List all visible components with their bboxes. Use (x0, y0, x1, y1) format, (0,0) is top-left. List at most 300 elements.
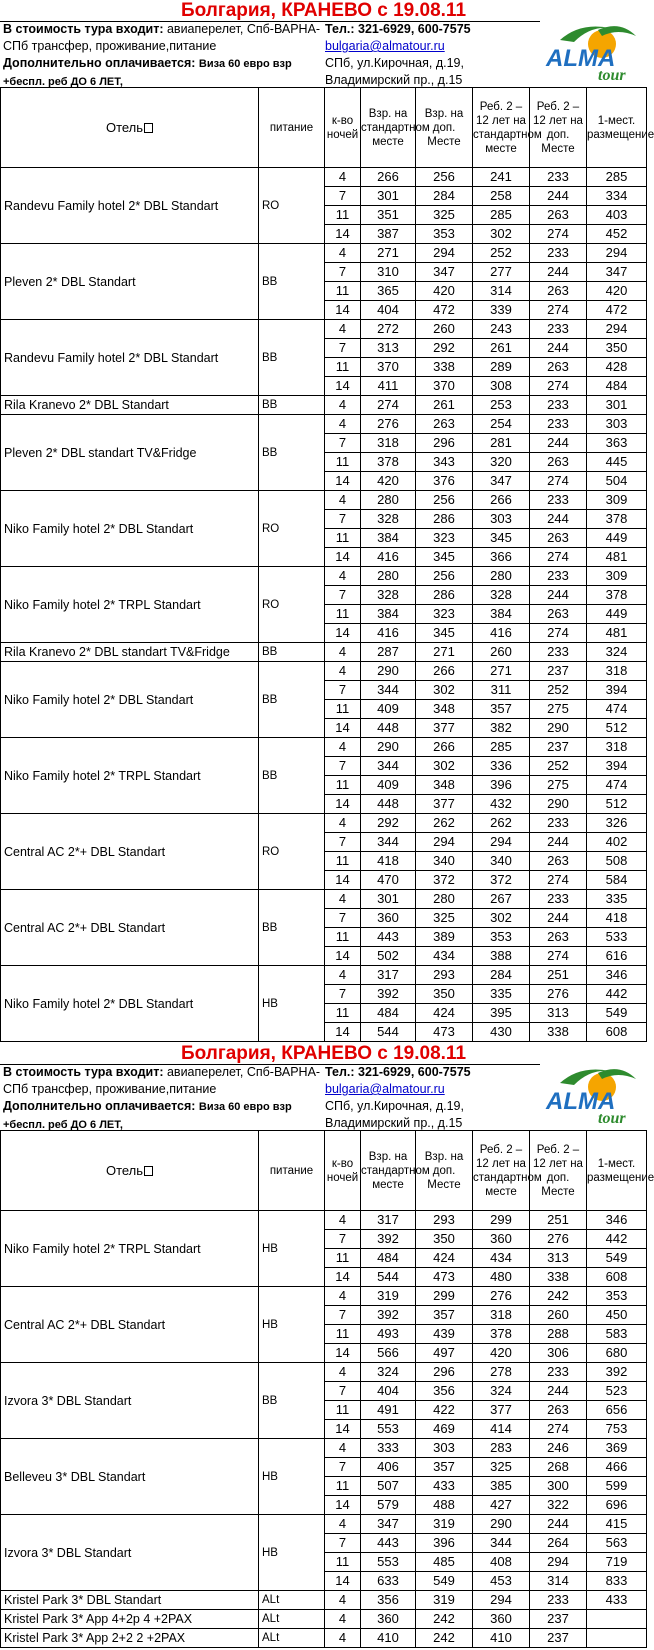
single-price: 484 (587, 377, 647, 396)
adult-extra-price: 323 (416, 529, 473, 548)
single-price: 563 (587, 1534, 647, 1553)
adult-extra-price: 262 (416, 814, 473, 833)
single-price: 392 (587, 1363, 647, 1382)
child-std-price: 324 (473, 1382, 530, 1401)
child-std-price: 243 (473, 320, 530, 339)
table-row (1, 320, 647, 339)
child-extra-price: 233 (530, 244, 587, 263)
child-std-price: 261 (473, 339, 530, 358)
child-std-price: 420 (473, 1344, 530, 1363)
single-price: 346 (587, 966, 647, 985)
single-price: 608 (587, 1023, 647, 1042)
nights: 7 (325, 586, 361, 605)
meal-plan: BB (259, 396, 325, 415)
child-extra-price: 252 (530, 757, 587, 776)
table-row (1, 1211, 647, 1230)
nights: 4 (325, 1363, 361, 1382)
child-extra-price: 244 (530, 263, 587, 282)
child-std-price: 254 (473, 415, 530, 434)
child-std-price: 427 (473, 1496, 530, 1515)
child-extra-price: 338 (530, 1023, 587, 1042)
meal-plan: ALt (259, 1629, 325, 1648)
adult-extra-price: 348 (416, 776, 473, 795)
meal-plan: BB (259, 662, 325, 738)
adult-extra-price: 263 (416, 415, 473, 434)
adult-std-price: 274 (361, 396, 416, 415)
child-std-price: 276 (473, 1287, 530, 1306)
nights: 7 (325, 1230, 361, 1249)
price-table (0, 87, 654, 1042)
child-extra-price: 268 (530, 1458, 587, 1477)
adult-std-price: 553 (361, 1420, 416, 1439)
nights: 4 (325, 1610, 361, 1629)
table-row (1, 1629, 647, 1648)
hotel-name: Izvora 3* DBL Standart (1, 1363, 259, 1439)
adult-extra-price: 319 (416, 1515, 473, 1534)
address-line-2: Владимирский пр., д.15 (325, 1116, 463, 1130)
table-row (1, 814, 647, 833)
child-extra-price: 274 (530, 947, 587, 966)
col-single: 1-мест. размещение (587, 1131, 647, 1211)
adult-extra-price: 280 (416, 890, 473, 909)
meal-plan: BB (259, 415, 325, 491)
single-price: 403 (587, 206, 647, 225)
adult-extra-price: 296 (416, 434, 473, 453)
adult-extra-price: 242 (416, 1629, 473, 1648)
nights: 4 (325, 1629, 361, 1648)
nights: 7 (325, 339, 361, 358)
col-single: 1-мест. размещение (587, 88, 647, 168)
adult-extra-price: 357 (416, 1306, 473, 1325)
adult-std-price: 356 (361, 1591, 416, 1610)
meal-plan: HB (259, 966, 325, 1042)
nights: 14 (325, 225, 361, 244)
logo-text: ALMA (546, 1088, 616, 1115)
adult-extra-price: 370 (416, 377, 473, 396)
adult-std-price: 272 (361, 320, 416, 339)
child-extra-price: 306 (530, 1344, 587, 1363)
child-extra-price: 338 (530, 1268, 587, 1287)
child-std-price: 278 (473, 1363, 530, 1382)
single-price: 450 (587, 1306, 647, 1325)
nights: 4 (325, 1287, 361, 1306)
adult-extra-price: 350 (416, 985, 473, 1004)
nights: 14 (325, 301, 361, 320)
hotel-name: Central AC 2*+ DBL Standart (1, 814, 259, 890)
child-std-price: 253 (473, 396, 530, 415)
adult-std-price: 276 (361, 415, 416, 434)
adult-std-price: 507 (361, 1477, 416, 1496)
child-std-price: 366 (473, 548, 530, 567)
single-price: 378 (587, 510, 647, 529)
adult-std-price: 392 (361, 985, 416, 1004)
child-std-price: 377 (473, 1401, 530, 1420)
table-row (1, 491, 647, 510)
adult-std-price: 378 (361, 453, 416, 472)
nights: 11 (325, 852, 361, 871)
includes-text: авиаперелет, Спб-ВАРНА-СПб трансфер, проживание,питание (3, 22, 321, 53)
adult-std-price: 544 (361, 1268, 416, 1287)
address-line-2: Владимирский пр., д.15 (325, 73, 463, 87)
adult-extra-price: 376 (416, 472, 473, 491)
hotel-name: Randevu Family hotel 2* DBL Standart (1, 168, 259, 244)
child-extra-price: 275 (530, 776, 587, 795)
nights: 4 (325, 320, 361, 339)
table-row (1, 643, 647, 662)
hotel-name: Izvora 3* DBL Standart (1, 1515, 259, 1591)
child-std-price: 410 (473, 1629, 530, 1648)
phone: Тел.: 321-6929, 600-7575 (325, 22, 471, 36)
single-price: 719 (587, 1553, 647, 1572)
nights: 11 (325, 605, 361, 624)
price-table (0, 1130, 654, 1648)
col-hotel: Отель (1, 88, 259, 168)
adult-std-price: 448 (361, 719, 416, 738)
child-std-price: 372 (473, 871, 530, 890)
adult-std-price: 553 (361, 1553, 416, 1572)
table-body (1, 1211, 647, 1648)
adult-extra-price: 256 (416, 567, 473, 586)
child-extra-price: 233 (530, 643, 587, 662)
meal-plan: RO (259, 491, 325, 567)
adult-extra-price: 299 (416, 1287, 473, 1306)
nights: 11 (325, 206, 361, 225)
adult-std-price: 360 (361, 1610, 416, 1629)
meal-plan: BB (259, 320, 325, 396)
nights: 7 (325, 510, 361, 529)
table-row (1, 567, 647, 586)
child-std-price: 325 (473, 1458, 530, 1477)
single-price: 452 (587, 225, 647, 244)
extra-label: Дополнительно оплачивается: (3, 56, 196, 70)
table-row (1, 168, 647, 187)
adult-extra-price: 292 (416, 339, 473, 358)
hotel-name: Rila Kranevo 2* DBL standart TV&Fridge (1, 643, 259, 662)
child-std-price: 414 (473, 1420, 530, 1439)
adult-extra-price: 303 (416, 1439, 473, 1458)
hotel-name: Randevu Family hotel 2* DBL Standart (1, 320, 259, 396)
nights: 4 (325, 396, 361, 415)
child-std-price: 290 (473, 1515, 530, 1534)
nights: 4 (325, 168, 361, 187)
meal-plan: HB (259, 1211, 325, 1287)
adult-extra-price: 350 (416, 1230, 473, 1249)
adult-std-price: 290 (361, 662, 416, 681)
single-price (587, 1610, 647, 1629)
child-std-price: 302 (473, 909, 530, 928)
single-price: 420 (587, 282, 647, 301)
adult-extra-price: 340 (416, 852, 473, 871)
table-row (1, 244, 647, 263)
table-row (1, 1287, 647, 1306)
single-price: 474 (587, 776, 647, 795)
child-extra-price: 313 (530, 1004, 587, 1023)
adult-std-price: 360 (361, 909, 416, 928)
col-meal: питание (259, 1131, 325, 1211)
child-std-price: 408 (473, 1553, 530, 1572)
adult-extra-price: 325 (416, 206, 473, 225)
meal-plan: HB (259, 1287, 325, 1363)
child-std-price: 262 (473, 814, 530, 833)
table-row (1, 1363, 647, 1382)
adult-std-price: 333 (361, 1439, 416, 1458)
hotel-name: Niko Family hotel 2* TRPL Standart (1, 1211, 259, 1287)
includes-label: В стоимость тура входит: (3, 22, 164, 36)
child-std-price: 344 (473, 1534, 530, 1553)
child-extra-price: 290 (530, 719, 587, 738)
hotel-name: Kristel Park 3* App 4+2p 4 +2PAX (1, 1610, 259, 1629)
nights: 14 (325, 377, 361, 396)
child-std-price: 357 (473, 700, 530, 719)
single-price: 378 (587, 586, 647, 605)
table-row (1, 738, 647, 757)
child-extra-price: 274 (530, 1420, 587, 1439)
single-price: 394 (587, 681, 647, 700)
child-extra-price: 237 (530, 1610, 587, 1629)
adult-std-price: 287 (361, 643, 416, 662)
adult-std-price: 443 (361, 1534, 416, 1553)
adult-std-price: 290 (361, 738, 416, 757)
adult-std-price: 404 (361, 301, 416, 320)
single-price: 326 (587, 814, 647, 833)
child-extra-price: 263 (530, 282, 587, 301)
single-price: 394 (587, 757, 647, 776)
child-std-price: 285 (473, 738, 530, 757)
single-price: 318 (587, 738, 647, 757)
adult-extra-price: 302 (416, 681, 473, 700)
adult-std-price: 392 (361, 1230, 416, 1249)
child-extra-price: 233 (530, 814, 587, 833)
adult-extra-price: 325 (416, 909, 473, 928)
child-extra-price: 233 (530, 396, 587, 415)
nights: 11 (325, 282, 361, 301)
single-price: 533 (587, 928, 647, 947)
child-extra-price: 233 (530, 320, 587, 339)
child-extra-price: 263 (530, 358, 587, 377)
page-title: Болгария, КРАНЕВО с 19.08.11 (180, 0, 467, 21)
adult-std-price: 448 (361, 795, 416, 814)
nights: 4 (325, 1211, 361, 1230)
adult-extra-price: 420 (416, 282, 473, 301)
includes-text: авиаперелет, Спб-ВАРНА-СПб трансфер, проживание,питание (3, 1065, 321, 1096)
single-price: 481 (587, 624, 647, 643)
adult-extra-price: 338 (416, 358, 473, 377)
adult-std-price: 633 (361, 1572, 416, 1591)
nights: 11 (325, 776, 361, 795)
child-std-price: 299 (473, 1211, 530, 1230)
adult-extra-price: 488 (416, 1496, 473, 1515)
child-std-price: 302 (473, 225, 530, 244)
adult-extra-price: 286 (416, 586, 473, 605)
nights: 4 (325, 567, 361, 586)
child-extra-price: 251 (530, 1211, 587, 1230)
adult-std-price: 443 (361, 928, 416, 947)
child-extra-price: 244 (530, 510, 587, 529)
col-adult-std: Взр. на стандартном месте (361, 1131, 416, 1211)
adult-std-price: 384 (361, 529, 416, 548)
adult-extra-price: 469 (416, 1420, 473, 1439)
adult-std-price: 313 (361, 339, 416, 358)
nights: 4 (325, 662, 361, 681)
adult-std-price: 344 (361, 681, 416, 700)
child-extra-price: 244 (530, 586, 587, 605)
adult-std-price: 502 (361, 947, 416, 966)
nights: 14 (325, 1572, 361, 1591)
adult-std-price: 409 (361, 700, 416, 719)
nights: 11 (325, 1401, 361, 1420)
child-std-price: 258 (473, 187, 530, 206)
table-row (1, 415, 647, 434)
adult-std-price: 484 (361, 1249, 416, 1268)
adult-std-price: 365 (361, 282, 416, 301)
adult-extra-price: 473 (416, 1023, 473, 1042)
child-std-price: 328 (473, 586, 530, 605)
nights: 11 (325, 700, 361, 719)
child-std-price: 280 (473, 567, 530, 586)
child-extra-price: 274 (530, 871, 587, 890)
adult-std-price: 344 (361, 833, 416, 852)
adult-std-price: 317 (361, 1211, 416, 1230)
nights: 7 (325, 1458, 361, 1477)
child-std-price: 388 (473, 947, 530, 966)
single-price: 753 (587, 1420, 647, 1439)
single-price: 508 (587, 852, 647, 871)
adult-extra-price: 497 (416, 1344, 473, 1363)
hotel-name: Pleven 2* DBL standart TV&Fridge (1, 415, 259, 491)
nights: 7 (325, 1534, 361, 1553)
adult-extra-price: 424 (416, 1249, 473, 1268)
adult-std-price: 266 (361, 168, 416, 187)
nights: 7 (325, 1306, 361, 1325)
includes-label: В стоимость тура входит: (3, 1065, 164, 1079)
nights: 7 (325, 434, 361, 453)
adult-extra-price: 549 (416, 1572, 473, 1591)
child-std-price: 277 (473, 263, 530, 282)
email-link[interactable]: bulgaria@almatour.ru (325, 1082, 445, 1096)
child-std-price: 382 (473, 719, 530, 738)
nights: 14 (325, 1268, 361, 1287)
table-row (1, 1610, 647, 1629)
nights: 4 (325, 415, 361, 434)
hotel-name: Niko Family hotel 2* DBL Standart (1, 966, 259, 1042)
child-extra-price: 263 (530, 928, 587, 947)
child-std-price: 318 (473, 1306, 530, 1325)
adult-std-price: 384 (361, 605, 416, 624)
child-extra-price: 263 (530, 605, 587, 624)
child-extra-price: 242 (530, 1287, 587, 1306)
single-price: 294 (587, 244, 647, 263)
hotel-name: Rila Kranevo 2* DBL Standart (1, 396, 259, 415)
adult-extra-price: 356 (416, 1382, 473, 1401)
adult-extra-price: 294 (416, 244, 473, 263)
single-price: 584 (587, 871, 647, 890)
adult-extra-price: 256 (416, 168, 473, 187)
child-std-price: 416 (473, 624, 530, 643)
col-nights: к-во ночей (325, 1131, 361, 1211)
adult-extra-price: 357 (416, 1458, 473, 1477)
single-price: 481 (587, 548, 647, 567)
child-std-price: 266 (473, 491, 530, 510)
child-extra-price: 288 (530, 1325, 587, 1344)
table-row (1, 1439, 647, 1458)
single-price: 346 (587, 1211, 647, 1230)
single-price: 418 (587, 909, 647, 928)
nights: 7 (325, 1382, 361, 1401)
child-extra-price: 290 (530, 795, 587, 814)
single-price: 309 (587, 491, 647, 510)
adult-extra-price: 261 (416, 396, 473, 415)
single-price: 442 (587, 1230, 647, 1249)
meal-plan: RO (259, 567, 325, 643)
child-std-price: 385 (473, 1477, 530, 1496)
tour-info (3, 21, 323, 91)
extra-text: Виза 60 евро взр +беспл. реб ДО 6 ЛЕТ, (3, 1101, 292, 1131)
nights: 11 (325, 1249, 361, 1268)
col-meal: питание (259, 88, 325, 168)
child-extra-price: 237 (530, 1629, 587, 1648)
meal-plan: BB (259, 643, 325, 662)
adult-extra-price: 396 (416, 1534, 473, 1553)
adult-extra-price: 266 (416, 738, 473, 757)
child-std-price: 289 (473, 358, 530, 377)
adult-std-price: 318 (361, 434, 416, 453)
single-price: 583 (587, 1325, 647, 1344)
nights: 4 (325, 890, 361, 909)
child-extra-price: 233 (530, 1591, 587, 1610)
adult-extra-price: 424 (416, 1004, 473, 1023)
single-price: 474 (587, 700, 647, 719)
child-extra-price: 244 (530, 339, 587, 358)
nights: 11 (325, 358, 361, 377)
adult-extra-price: 345 (416, 548, 473, 567)
adult-std-price: 579 (361, 1496, 416, 1515)
table-row (1, 1515, 647, 1534)
nights: 11 (325, 1004, 361, 1023)
adult-extra-price: 293 (416, 1211, 473, 1230)
single-price: 442 (587, 985, 647, 1004)
nights: 7 (325, 187, 361, 206)
adult-std-price: 491 (361, 1401, 416, 1420)
single-price: 512 (587, 719, 647, 738)
single-price: 433 (587, 1591, 647, 1610)
hotel-name: Niko Family hotel 2* TRPL Standart (1, 567, 259, 643)
child-std-price: 303 (473, 510, 530, 529)
logo-sub: tour (598, 1110, 626, 1127)
col-adult-extra: Взр. на доп. Месте (416, 1131, 473, 1211)
meal-plan: ALt (259, 1591, 325, 1610)
child-std-price: 360 (473, 1610, 530, 1629)
alma-tour-logo (540, 22, 644, 86)
adult-extra-price: 439 (416, 1325, 473, 1344)
child-extra-price: 237 (530, 662, 587, 681)
child-extra-price: 274 (530, 472, 587, 491)
email-link[interactable]: bulgaria@almatour.ru (325, 39, 445, 53)
single-price: 318 (587, 662, 647, 681)
child-std-price: 335 (473, 985, 530, 1004)
single-price: 309 (587, 567, 647, 586)
adult-extra-price: 422 (416, 1401, 473, 1420)
nights: 4 (325, 1439, 361, 1458)
single-price: 294 (587, 320, 647, 339)
nights: 11 (325, 453, 361, 472)
child-std-price: 285 (473, 206, 530, 225)
child-extra-price: 275 (530, 700, 587, 719)
adult-extra-price: 473 (416, 1268, 473, 1287)
child-extra-price: 244 (530, 1382, 587, 1401)
nights: 7 (325, 909, 361, 928)
child-std-price: 378 (473, 1325, 530, 1344)
adult-std-price: 280 (361, 567, 416, 586)
